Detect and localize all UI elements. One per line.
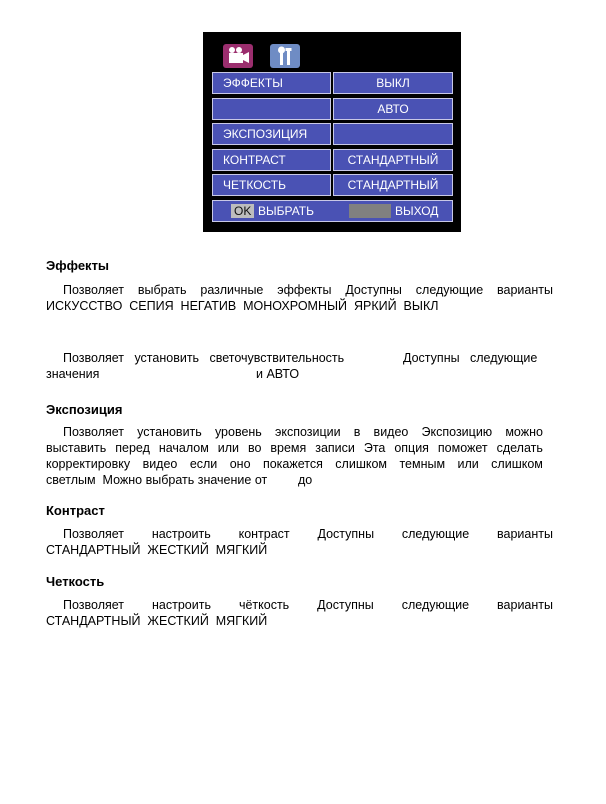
word: следующие bbox=[401, 598, 470, 612]
word: следующие bbox=[401, 527, 470, 541]
word: если bbox=[189, 457, 218, 471]
word: контраст bbox=[238, 527, 290, 541]
iso-paragraph bbox=[46, 350, 553, 382]
word: Экспозицию bbox=[421, 425, 493, 439]
effects-heading: Эффекты bbox=[46, 258, 110, 273]
iso-text-2: Доступны следующие bbox=[403, 351, 538, 365]
word: темным bbox=[399, 457, 446, 471]
word: или bbox=[457, 457, 479, 471]
contrast-line-1 bbox=[46, 526, 553, 542]
exposure-line-4 bbox=[46, 472, 553, 488]
tools-tab-icon[interactable] bbox=[270, 44, 300, 68]
word: Позволяет bbox=[63, 598, 125, 612]
word: можно bbox=[505, 425, 543, 439]
iso-text-1: Позволяет установить светочувствительность bbox=[63, 351, 345, 365]
exposure-line-3 bbox=[46, 456, 543, 472]
word: перед bbox=[115, 441, 150, 455]
word: Позволяет bbox=[63, 283, 125, 297]
word: экспозиции bbox=[274, 425, 341, 439]
word: или bbox=[217, 441, 240, 455]
word: варианты bbox=[497, 283, 553, 297]
word: выбрать bbox=[137, 283, 187, 297]
exit-label: ВЫХОД bbox=[395, 204, 439, 218]
effects-line-1 bbox=[46, 282, 553, 298]
iso-text-3: значения bbox=[46, 367, 100, 381]
word: поможет bbox=[437, 441, 488, 455]
word: сделать bbox=[496, 441, 543, 455]
word: во bbox=[247, 441, 262, 455]
menu-footer bbox=[212, 200, 453, 222]
select-label: ВЫБРАТЬ bbox=[258, 204, 314, 218]
menu-item-sharpness[interactable]: ЧЕТКОСТЬ bbox=[212, 174, 331, 196]
word: Позволяет bbox=[63, 527, 125, 541]
sharpness-line-1 bbox=[46, 597, 553, 613]
effects-paragraph bbox=[46, 282, 553, 314]
menu-value-effects[interactable]: ВЫКЛ bbox=[333, 72, 453, 94]
word: эффекты bbox=[277, 283, 332, 297]
iso-line-1 bbox=[46, 350, 553, 366]
word: покажется bbox=[262, 457, 323, 471]
menu-item-contrast[interactable]: КОНТРАСТ bbox=[212, 149, 331, 171]
contrast-line-2: СТАНДАРТНЫЙ ЖЕСТКИЙ МЯГКИЙ bbox=[46, 543, 268, 557]
exposure-text-b: до bbox=[298, 473, 313, 487]
word: различные bbox=[200, 283, 264, 297]
effects-line-2: ИСКУССТВО СЕПИЯ НЕГАТИВ МОНОХРОМНЫЙ ЯРКИЙ ВЫКЛ bbox=[46, 299, 439, 313]
word: корректировку bbox=[46, 457, 131, 471]
word: следующие bbox=[415, 283, 484, 297]
iso-line-2 bbox=[46, 366, 553, 382]
sharpness-heading: Четкость bbox=[46, 574, 105, 589]
word: выставить bbox=[46, 441, 107, 455]
word: видео bbox=[142, 457, 178, 471]
word: Эта bbox=[363, 441, 386, 455]
exposure-line-2 bbox=[46, 440, 543, 456]
word: варианты bbox=[497, 527, 553, 541]
sharpness-line-2: СТАНДАРТНЫЙ ЖЕСТКИЙ МЯГКИЙ bbox=[46, 614, 268, 628]
menu-item-effects[interactable]: ЭФФЕКТЫ bbox=[212, 72, 331, 94]
menu-item-iso[interactable] bbox=[212, 98, 331, 120]
word: Доступны bbox=[317, 527, 375, 541]
word: слишком bbox=[335, 457, 388, 471]
word: опция bbox=[394, 441, 429, 455]
word: Доступны bbox=[317, 598, 374, 612]
word: Позволяет bbox=[63, 425, 125, 439]
contrast-heading: Контраст bbox=[46, 503, 105, 518]
word: видео bbox=[373, 425, 409, 439]
exposure-line-1 bbox=[46, 424, 543, 440]
menu-item-exposure[interactable]: ЭКСПОЗИЦИЯ bbox=[212, 123, 331, 145]
camera-settings-menu bbox=[203, 32, 461, 232]
word: время bbox=[270, 441, 307, 455]
word: началом bbox=[158, 441, 209, 455]
word: Доступны bbox=[345, 283, 402, 297]
ok-key[interactable]: OK bbox=[231, 204, 254, 218]
iso-text-4: и АВТО bbox=[256, 367, 300, 381]
word: настроить bbox=[152, 598, 211, 612]
menu-value-exposure[interactable] bbox=[333, 123, 453, 145]
sharpness-paragraph bbox=[46, 597, 553, 629]
contrast-paragraph bbox=[46, 526, 553, 558]
exposure-text-a: светлым Можно выбрать значение от bbox=[46, 473, 268, 487]
word: уровень bbox=[214, 425, 262, 439]
exposure-paragraph bbox=[46, 424, 553, 488]
video-camera-tab-icon[interactable] bbox=[223, 44, 253, 68]
word: чёткость bbox=[238, 598, 290, 612]
word: слишком bbox=[491, 457, 543, 471]
word: настроить bbox=[151, 527, 211, 541]
word: записи bbox=[315, 441, 355, 455]
menu-value-sharpness[interactable]: СТАНДАРТНЫЙ bbox=[333, 174, 453, 196]
word: варианты bbox=[497, 598, 553, 612]
word: установить bbox=[137, 425, 202, 439]
menu-value-iso[interactable]: АВТО bbox=[333, 98, 453, 120]
word: в bbox=[353, 425, 361, 439]
exit-key[interactable] bbox=[349, 204, 391, 218]
word: оно bbox=[229, 457, 251, 471]
menu-value-contrast[interactable]: СТАНДАРТНЫЙ bbox=[333, 149, 453, 171]
exposure-heading: Экспозиция bbox=[46, 402, 123, 417]
